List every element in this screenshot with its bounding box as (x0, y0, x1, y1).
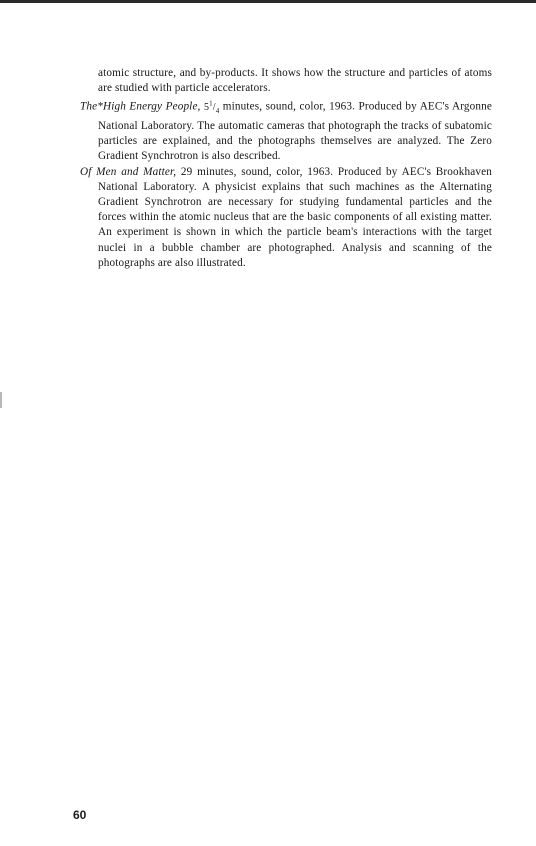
entry-text: 29 minutes, sound, color, 1963. Produced by AEC's Brookhaven National Laboratory. A physicist explains that such machines as the Alternating Gradient Synchrotron are necessary for studying fundamental particles and the forces within the atomic nucleus that are the basic components of all existing matter. An experiment is shown in which the particle beam's interactions with the target nuclei in a bubble chamber are photographed. Analysis and scanning of the photographs are also illustrated. (98, 165, 492, 269)
entry-text: minutes, sound, color, 1963. Produced by AEC's Argonne National Laboratory. The automatic cameras that photograph the tracks of subatomic particles are explained, and the photographs themselves are analyzed. The Zero Gradient Synchrotron is also described. (98, 100, 492, 163)
film-entry-high-energy-people (80, 96, 492, 164)
duration-fraction: $5^1/_4$ (203, 99, 220, 115)
page-number: 60 (73, 808, 87, 822)
film-list (80, 66, 492, 271)
duration-denominator: 4 (215, 106, 220, 115)
film-title: Of Men and Matter, (80, 165, 177, 178)
film-title: The*High Energy People, (80, 100, 201, 113)
page-top-edge (0, 0, 536, 3)
film-entry-of-men-and-matter (80, 165, 492, 271)
duration-whole: 5 (203, 101, 210, 113)
duration-numerator: 1 (209, 99, 213, 108)
entry-text: atomic structure, and by-products. It shows how the structure and particles of atoms are studied with particle accelerators. (98, 67, 492, 95)
scan-margin-mark (0, 392, 2, 408)
film-entry-continuation (80, 66, 492, 96)
